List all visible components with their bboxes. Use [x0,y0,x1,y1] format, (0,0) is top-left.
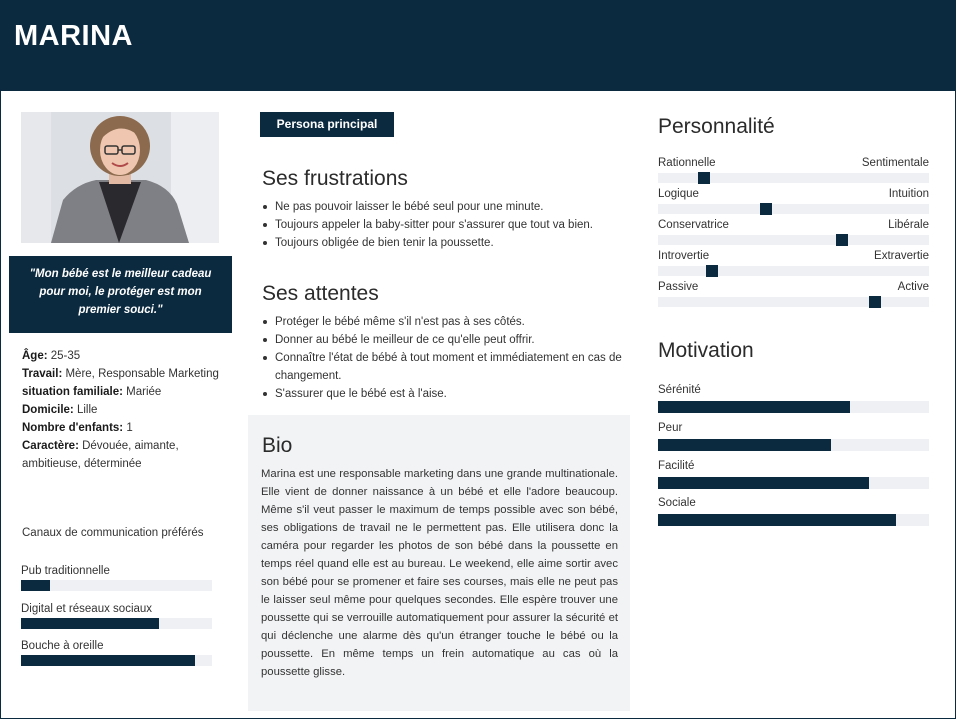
motivation-label: Sérénité [658,384,701,396]
motivation-ease [658,460,929,489]
trait-left-label: Rationnelle [658,157,716,169]
frustrations-list [275,198,625,252]
trait-left-label: Conservatrice [658,219,729,231]
channel-bar-track [21,580,212,591]
channel-bar-track [21,618,212,629]
motivation-fill [658,514,896,526]
channel-label: Digital et réseaux sociaux [21,603,153,615]
trait-track [658,297,929,307]
trait-left-label: Introvertie [658,250,710,262]
trait-right-label: Extravertie [874,250,929,262]
trait-track [658,173,929,183]
channel-bar-track [21,655,212,666]
list-item: Toujours appeler la baby-sitter pour s'assurer que tout va bien. [275,216,625,234]
bio-text: Marina est une responsable marketing dans une grande multinationale. Elle vient de donner naissance à un bébé et elle l'adore beaucoup. Même s'il veut passer le maximum de temps possible avec son bébé, ses obligations de travail ne le permettent pas. Elle utilisera donc la caméra pour regarder les photos de son bébé dans la poussette en temps réel quand elle est au bureau. Le weekend, elle aime sortir avec son bébé pour se promener et faire ses courses, mais elle ne peut pas le laisser seul même pour quelques secondes. Elle espère trouver une poussette qui se verrouille automatiquement pour assurer la sécurité et qui déclenche une alarme dès qu'un étranger touche le bébé ou la poussette. En même temps un frein automatique au cas où la poussette glisse. [261,468,618,678]
list-item: Toujours obligée de bien tenir la poussette. [275,234,625,252]
motivation-label: Sociale [658,497,696,509]
channel-label: Bouche à oreille [21,640,104,652]
trait-introvert-extravert [658,250,929,276]
trait-marker [706,265,718,277]
frustrations-title: Ses frustrations [262,167,408,190]
motivation-track [658,401,929,413]
persona-name: MARINA [14,20,133,52]
info-home: Domicile: Lille [22,404,98,416]
motivation-fill [658,477,869,489]
motivation-track [658,439,929,451]
info-age: Âge: 25-35 [22,350,81,362]
trait-marker [760,203,772,215]
motivation-title: Motivation [658,339,754,362]
motivation-track [658,514,929,526]
persona-badge: Persona principal [260,112,394,137]
channel-bar-fill [21,580,50,591]
header-bar [1,1,956,91]
info-character: Caractère: Dévouée, aimante, ambitieuse, déterminée [22,440,179,470]
motivation-fill [658,439,831,451]
trait-right-label: Libérale [888,219,929,231]
trait-left-label: Logique [658,188,699,200]
trait-marker [698,172,710,184]
trait-right-label: Active [897,281,929,293]
portrait-image [21,112,219,243]
channel-bar-fill [21,618,159,629]
list-item: Ne pas pouvoir laisser le bébé seul pour une minute. [275,198,625,216]
channel-pub [21,564,212,591]
trait-right-label: Sentimentale [861,157,929,169]
bio-title: Bio [262,434,293,457]
list-item: Connaître l'état de bébé à tout moment et immédiatement en cas de changement. [275,349,625,385]
motivation-label: Facilité [658,460,695,472]
motivation-serenity [658,384,929,413]
channel-label: Pub traditionnelle [21,565,110,577]
motivation-social [658,497,929,526]
motivation-fill [658,401,850,413]
attentes-list [275,313,625,403]
channel-bar-fill [21,655,195,666]
persona-info [22,347,222,473]
trait-passive-active [658,281,929,307]
persona-photo [21,112,219,243]
trait-left-label: Passive [658,281,699,293]
trait-conservative-liberal [658,219,929,245]
channels-title: Canaux de communication préférés [22,527,204,539]
list-item: Donner au bébé le meilleur de ce qu'elle peut offrir. [275,331,625,349]
motivation-track [658,477,929,489]
list-item: Protéger le bébé même s'il n'est pas à ses côtés. [275,313,625,331]
list-item: S'assurer que le bébé est à l'aise. [275,385,625,403]
personality-title: Personnalité [658,115,775,138]
trait-track [658,235,929,245]
trait-track [658,266,929,276]
trait-rational-sentimental [658,157,929,183]
persona-quote: "Mon bébé est le meilleur cadeau pour moi, le protéger est mon premier souci." [9,256,232,333]
info-family: situation familiale: Mariée [22,386,162,398]
info-children: Nombre d'enfants: 1 [22,422,133,434]
channel-digital [21,602,212,629]
trait-marker [836,234,848,246]
trait-track [658,204,929,214]
trait-right-label: Intuition [888,188,929,200]
trait-logic-intuition [658,188,929,214]
attentes-title: Ses attentes [262,282,379,305]
channel-word-of-mouth [21,639,212,666]
info-job: Travail: Mère, Responsable Marketing [22,368,219,380]
bio-panel [248,415,630,711]
motivation-label: Peur [658,422,683,434]
motivation-fear [658,422,929,451]
trait-marker [869,296,881,308]
